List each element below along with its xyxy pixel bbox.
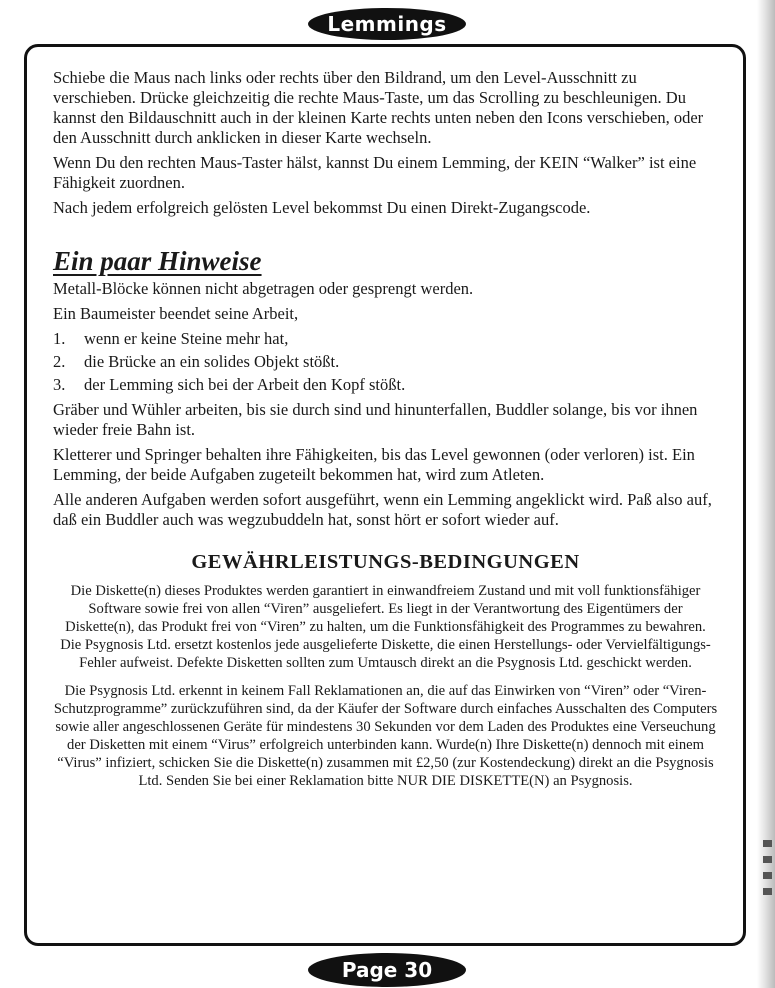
hints-heading: Ein paar Hinweise bbox=[53, 246, 262, 276]
page-number-badge bbox=[308, 953, 466, 987]
warranty-heading: GEWÄHRLEISTUNGS-BEDINGUNGEN bbox=[191, 551, 580, 573]
hint-paragraph: Kletterer und Springer behalten ihre Fähigkeiten, bis das Level gewonnen (oder verloren) ist. Ein Lemming, der beide Aufgaben zugeteilt bekommen hat, wird zum Atleten. bbox=[53, 445, 695, 484]
list-text: die Brücke an ein solides Objekt stößt. bbox=[84, 352, 340, 371]
intro-paragraph: Nach jedem erfolgreich gelösten Level bekommst Du einen Direkt-Zugangscode. bbox=[53, 198, 591, 217]
list-number: 1. bbox=[53, 329, 66, 348]
list-text: der Lemming sich bei der Arbeit den Kopf stößt. bbox=[84, 375, 406, 394]
list-item bbox=[53, 375, 718, 395]
page-number: Page 30 bbox=[341, 958, 433, 982]
hint-paragraph: Metall-Blöcke können nicht abgetragen oder gesprengt werden. bbox=[53, 279, 474, 298]
edge-mark bbox=[763, 872, 772, 879]
header-title-badge bbox=[308, 8, 466, 40]
list-number: 2. bbox=[53, 352, 66, 371]
warranty-paragraph: Die Diskette(n) dieses Produktes werden garantiert in einwandfreiem Zustand und mit voll funktionsfähiger Software sowie frei von allen “Viren” ausgeliefert. Es liegt in der Verantwortung des Eigentümers der Diskette(n), das Produkt frei von “Viren” zu halten, um die Funktionsfähigkeit des Programmes zu bewahren. Die Psygnosis Ltd. ersetzt kostenlos jede ausgelieferte Diskette, die einen Herstellungs- oder Vervielfältigungs-Fehler aufweist. Defekte Disketten sollten zum Umtausch direkt an die Psygnosis Ltd. geschickt werden. bbox=[60, 583, 711, 671]
list-number: 3. bbox=[53, 375, 66, 394]
page-content bbox=[53, 68, 718, 800]
list-item bbox=[53, 352, 718, 372]
hint-paragraph: Alle anderen Aufgaben werden sofort ausgeführt, wenn ein Lemming angeklickt wird. Paß also auf, daß ein Buddler auch was wegzubuddeln hat, sonst hört er sofort wieder auf. bbox=[53, 490, 712, 529]
warranty-paragraph: Die Psygnosis Ltd. erkennt in keinem Fall Reklamationen an, die auf das Einwirken von “Viren” oder “Viren-Schutzprogramme” zurückzuführen sind, da der Käufer der Software durch einfaches Ausschalten des Computers sowie aller angeschlossenen Geräte für mindestens 30 Sekunden vor dem Laden des Produktes eine Verseuchung der Disketten mit einem “Virus” erfolgreich unterbinden kann. Wurde(n) Ihre Diskette(n) dennoch mit einem “Virus” infiziert, schicken Sie die Diskette(n) zusammen mit £2,50 (zur Kostendeckung) direkt an die Psygnosis Ltd. Senden Sie bei einer Reklamation bitte NUR DIE DISKETTE(N) an Psygnosis. bbox=[53, 683, 718, 789]
list-text: wenn er keine Steine mehr hat, bbox=[84, 329, 289, 348]
builder-stop-list bbox=[53, 329, 718, 395]
hint-paragraph: Ein Baumeister beendet seine Arbeit, bbox=[53, 304, 299, 323]
intro-paragraph: Wenn Du den rechten Maus-Taster hälst, kannst Du einem Lemming, der KEIN “Walker” ist eine Fähigkeit zuordnen. bbox=[53, 153, 697, 192]
header-title: Lemmings bbox=[327, 12, 447, 36]
edge-mark bbox=[763, 856, 772, 863]
edge-mark bbox=[763, 840, 772, 847]
hint-paragraph: Gräber und Wühler arbeiten, bis sie durch sind und hinunterfallen, Buddler solange, bis vor ihnen wieder freie Bahn ist. bbox=[53, 400, 698, 439]
edge-mark bbox=[763, 888, 772, 895]
page-edge-shadow bbox=[757, 0, 775, 988]
list-item bbox=[53, 329, 718, 349]
intro-paragraph: Schiebe die Maus nach links oder rechts über den Bildrand, um den Level-Ausschnitt zu verschieben. Drücke gleichzeitig die rechte Maus-Taste, um das Scrolling zu beschleunigen. Du kannst den Bildauschnitt auch in der kleinen Karte rechts unten neben den Icons verschieben, oder den Ausschnitt durch anklicken in dieser Karte wechseln. bbox=[53, 68, 704, 147]
